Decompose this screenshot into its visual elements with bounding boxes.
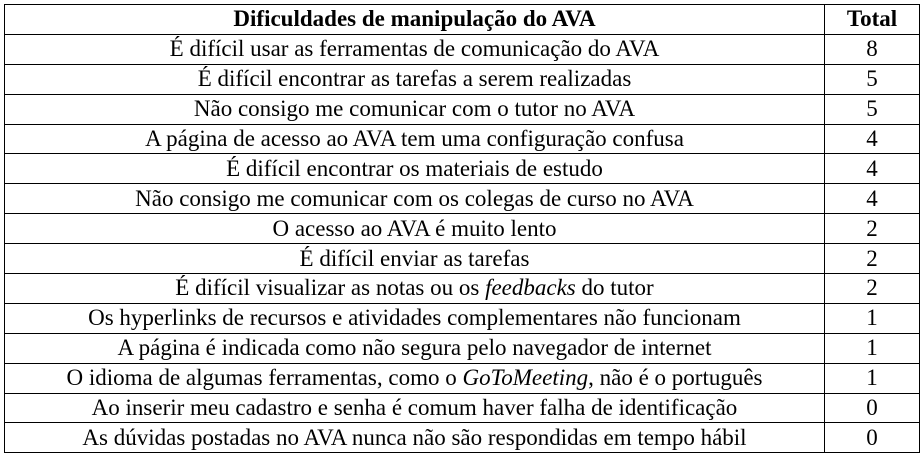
difficulty-text-end: do tutor	[575, 275, 654, 301]
difficulty-cell: A página é indicada como não segura pelo navegador de internet	[5, 333, 825, 363]
total-cell: 8	[825, 34, 920, 64]
total-cell: 4	[825, 184, 920, 214]
total-cell: 4	[825, 124, 920, 154]
total-cell: 2	[825, 274, 920, 304]
total-cell: 5	[825, 94, 920, 124]
difficulty-text-italic: feedbacks	[485, 275, 576, 301]
table-row	[5, 423, 920, 453]
difficulty-text-start: O idioma de algumas ferramentas, como o	[66, 365, 463, 391]
total-cell: 4	[825, 154, 920, 184]
total-cell: 2	[825, 214, 920, 244]
difficulty-cell: A página de acesso ao AVA tem uma configuração confusa	[5, 124, 825, 154]
difficulty-cell: Os hyperlinks de recursos e atividades complementares não funcionam	[5, 303, 825, 333]
total-cell: 1	[825, 303, 920, 333]
difficulty-cell: É difícil encontrar os materiais de estudo	[5, 154, 825, 184]
table-row	[5, 244, 920, 274]
difficulty-cell: É difícil enviar as tarefas	[5, 244, 825, 274]
table-row	[5, 363, 920, 393]
difficulty-cell: Não consigo me comunicar com os colegas de curso no AVA	[5, 184, 825, 214]
table-row	[5, 64, 920, 94]
table-row	[5, 393, 920, 423]
difficulty-cell: As dúvidas postadas no AVA nunca não são respondidas em tempo hábil	[5, 423, 825, 453]
header-difficulties: Dificuldades de manipulação do AVA	[5, 5, 825, 35]
total-cell: 0	[825, 423, 920, 453]
difficulty-text-end: , não é o português	[588, 365, 763, 391]
difficulty-cell: Ao inserir meu cadastro e senha é comum haver falha de identificação	[5, 393, 825, 423]
table-row	[5, 184, 920, 214]
table-row	[5, 124, 920, 154]
table-row	[5, 34, 920, 64]
difficulty-cell: É difícil encontrar as tarefas a serem realizadas	[5, 64, 825, 94]
table-row	[5, 154, 920, 184]
total-cell: 0	[825, 393, 920, 423]
difficulty-cell: Não consigo me comunicar com o tutor no AVA	[5, 94, 825, 124]
difficulty-text-start: É difícil visualizar as notas ou os	[175, 275, 486, 301]
difficulty-cell	[5, 274, 825, 304]
table-row	[5, 333, 920, 363]
table-row	[5, 303, 920, 333]
table-row	[5, 274, 920, 304]
total-cell: 1	[825, 363, 920, 393]
total-cell: 2	[825, 244, 920, 274]
table-row	[5, 214, 920, 244]
total-cell: 1	[825, 333, 920, 363]
difficulty-cell: É difícil usar as ferramentas de comunicação do AVA	[5, 34, 825, 64]
difficulty-cell: O acesso ao AVA é muito lento	[5, 214, 825, 244]
difficulty-text-italic: GoToMeeting	[462, 365, 589, 391]
difficulty-cell	[5, 363, 825, 393]
table-header-row	[5, 5, 920, 35]
difficulties-table	[4, 4, 920, 453]
table-row	[5, 94, 920, 124]
total-cell: 5	[825, 64, 920, 94]
header-total: Total	[825, 5, 920, 35]
